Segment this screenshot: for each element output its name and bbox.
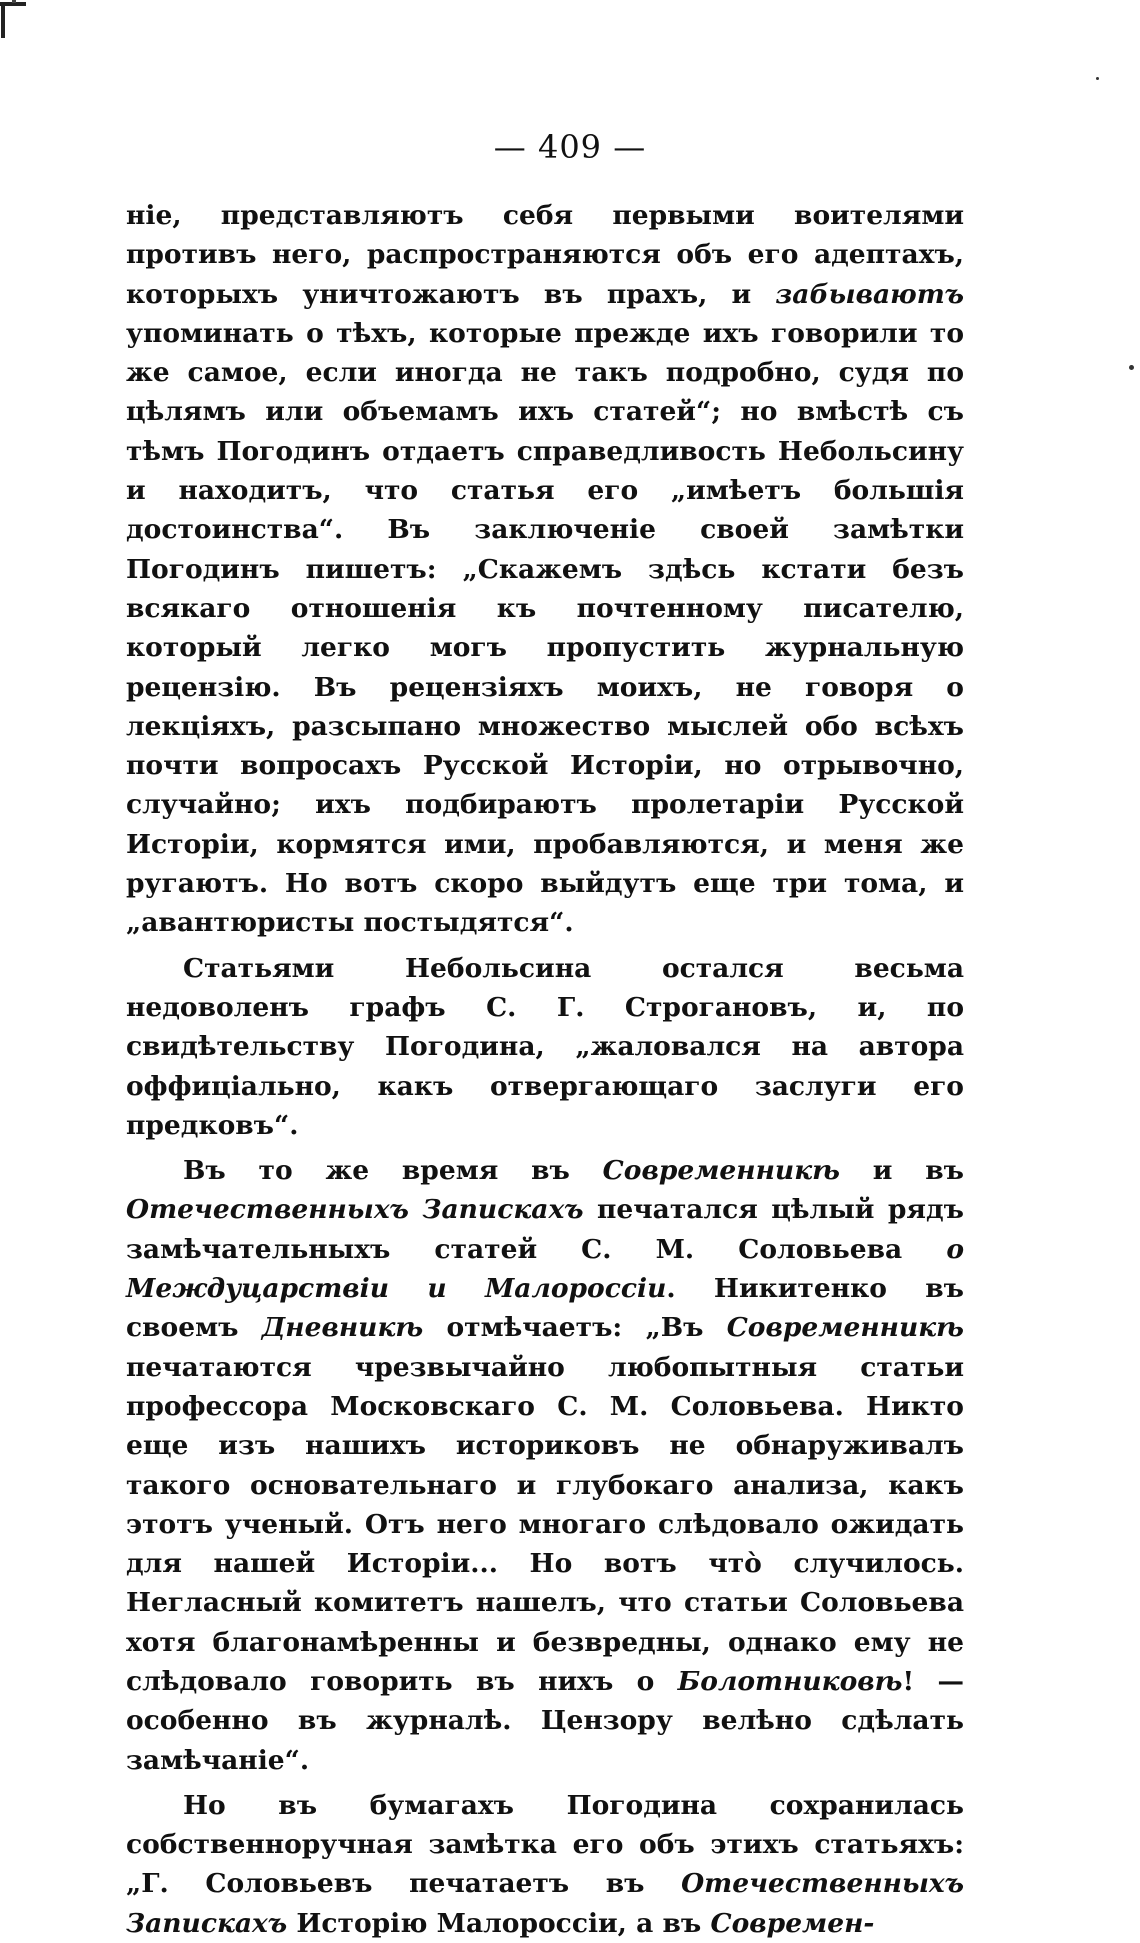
italic-text: о Междуцарствіи и Малороссіи — [126, 1233, 964, 1305]
text-run: Статьями Небольсина остался весьма недоволенъ графъ С. Г. Строгановъ, и, по свидѣтельству Погодина, „жаловался на автора оффиціально, какъ отвергающаго заслуги его предковъ“. — [126, 952, 964, 1141]
text-run: Но въ бумагахъ Погодина сохранилась собственноручная замѣтка его объ этихъ статьяхъ: „Г. Соловьевъ печатаетъ въ — [126, 1789, 964, 1900]
paragraph — [126, 1151, 964, 1780]
text-run: ! — особенно въ журналѣ. Цензору велѣно сдѣлать замѣчаніе“. — [126, 1665, 964, 1776]
text-run: печатаются чрезвычайно любопытныя статьи профессора Московскаго С. М. Соловьева. Никто еще изъ нашихъ историковъ не обнаруживалъ такого основательнаго и глубокаго анализа, какъ этотъ ученый. Отъ него многаго слѣдовало ожидать для нашей Исторіи... Но вотъ что̀ случилось. Негласный комитетъ нашелъ, что статьи Соловьева хотя благонамѣренны и безвредны, однако ему не слѣдовало говорить въ нихъ о — [126, 1351, 964, 1697]
text-run: упоминать о тѣхъ, которые прежде ихъ говорили то же самое, если иногда не такъ подробно, судя по цѣлямъ или объемамъ ихъ статей“; но вмѣстѣ съ тѣмъ Погодинъ отдаетъ справедливость Небольсину и находитъ, что статья его „имѣетъ большія достоинства“. Въ заключеніе своей замѣтки Погодинъ пишетъ: „Скажемъ здѣсь кстати безъ всякаго отношенія къ почтенному писателю, который легко могъ пропустить журнальную рецензію. Въ рецензіяхъ моихъ, не говоря о лекціяхъ, разсыпано множество мыслей обо всѣхъ почти вопросахъ Русской Исторіи, но отрывочно, случайно; ихъ подбираютъ пролетаріи Русской Исторіи, кормятся ими, пробавляются, и меня же ругаютъ. Но вотъ скоро выйдутъ еще три тома, и „авантюристы постыдятся“. — [126, 317, 964, 939]
page-number: — 409 — — [493, 128, 647, 166]
scan-speck — [1129, 365, 1134, 370]
text-run: Исторію Малороссіи, а въ — [287, 1907, 711, 1939]
italic-text: Отечественныхъ Запискахъ — [126, 1194, 584, 1226]
italic-text: Отечественныхъ Запискахъ — [126, 1868, 964, 1939]
italic-text: Дневникѣ — [261, 1312, 424, 1344]
italic-text: Современникѣ — [602, 1155, 840, 1187]
text-run: Въ то же время въ — [183, 1155, 603, 1187]
scan-speck — [1096, 77, 1099, 80]
text-run: печатался цѣлый рядъ замѣчательныхъ статей С. М. Соловьева — [126, 1194, 965, 1265]
paragraph — [126, 1786, 964, 1943]
text-run: . Никитенко въ своемъ — [126, 1273, 964, 1344]
text-run: и въ — [839, 1155, 964, 1187]
scan-corner-mark — [0, 0, 28, 40]
text-run: ніе, представляютъ себя первыми воителями противъ него, распространяются объ его адептахъ, которыхъ уничтожаютъ въ прахъ, и — [126, 200, 964, 310]
italic-text: Современникѣ — [726, 1312, 964, 1344]
paragraph — [126, 949, 964, 1145]
body-text — [126, 196, 964, 1943]
text-run: отмѣчаетъ: „Въ — [423, 1312, 727, 1344]
italic-text: забываютъ — [775, 278, 964, 310]
italic-text: Современ- — [710, 1907, 875, 1939]
paragraph — [126, 196, 964, 943]
italic-text: Болотниковѣ — [677, 1665, 903, 1697]
